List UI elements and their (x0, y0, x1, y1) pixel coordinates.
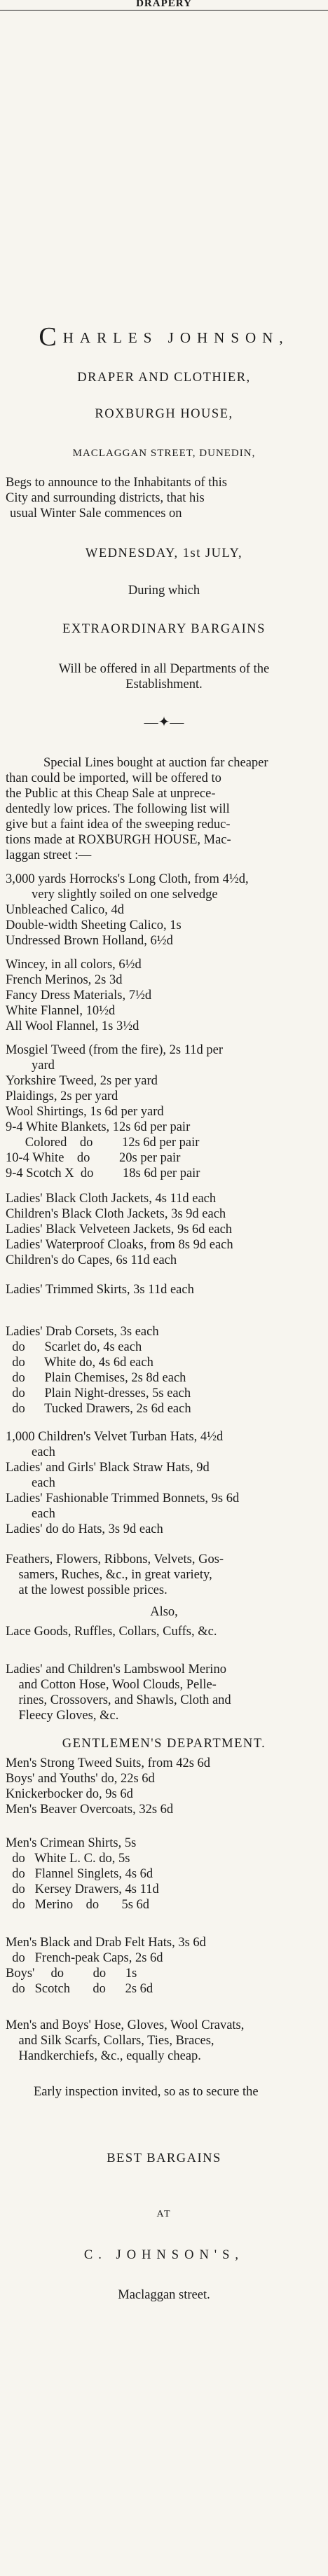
item-group-jackets: Ladies' Black Cloth Jackets, 4s 11d each Children's Black Cloth Jackets, 3s 9d each Ladies' Black Velveteen Jackets, 9s 6d each Ladies' Waterproof Cloaks, from 8s 9d each Children's do Capes, 6s 11d each (6, 1192, 233, 1267)
item-group-mens-hose: Men's and Boys' Hose, Gloves, Wool Cravats, and Silk Scarfs, Collars, Ties, Braces, Handkerchiefs, &c., equally cheap. (6, 2018, 245, 2063)
item-group-feathers: Feathers, Flowers, Ribbons, Velvets, Gos- samers, Ruches, &c., in great variety, at the lowest possible prices. (6, 1552, 224, 1597)
bargains-heading: EXTRAORDINARY BARGAINS (62, 622, 266, 636)
item-group-calico: 3,000 yards Horrocks's Long Cloth, from 4½d, very slightly soiled on one selvedge Unbleached Calico, 4d Double-width Sheeting Calico, 1s Undressed Brown Holland, 6½d (6, 872, 249, 948)
item-group-fabrics: Wincey, in all colors, 6½d French Merinos, 2s 3d Fancy Dress Materials, 7½d White Flannel, 10½d All Wool Flannel, 1s 3½d (6, 958, 152, 1033)
item-group-hose: Ladies' and Children's Lambswool Merino and Cotton Hose, Wool Clouds, Pelle- rines, Crossovers, and Shawls, Cloth and Fleecy Gloves, &c. (6, 1662, 231, 1723)
special-paragraph: Special Lines bought at auction far cheaper than could be imported, will be offered to the Public at this Cheap Sale at unprece- dentedly low prices. The following list will give but a faint idea of the sweeping reduc- tions made at ROXBURGH HOUSE, Mac- laggan street :— (6, 756, 268, 862)
closing-line: Early inspection invited, so as to secure the (34, 2085, 259, 2099)
gents-department-heading: GENTLEMEN'S DEPARTMENT. (62, 1737, 266, 1751)
best-bargains: BEST BARGAINS (107, 2151, 221, 2165)
street-line: Maclaggan street. (118, 2288, 210, 2302)
top-rule (0, 10, 328, 11)
item-group-tweeds-blankets: Mosgiel Tweed (from the fire), 2s 11d per yard Yorkshire Tweed, 2s per yard Plaidings, 2s per yard Wool Shirtings, 1s 6d per yard 9-4 White Blankets, 12s 6d per pair Colored do 12s 6d per pair 10-4 White do 20s per pair 9-4 Scotch X do 18s 6d per pair (6, 1043, 224, 1180)
item-group-felt-hats: Men's Black and Drab Felt Hats, 3s 6d do French-peak Caps, 2s 6d Boys' do do 1s do Scotch do 2s 6d (6, 1936, 206, 1996)
offered-paragraph: Will be offered in all Departments of the Establishment. (58, 662, 270, 691)
signature: C. JOHNSON'S, (83, 2248, 245, 2262)
item-group-skirts: Ladies' Trimmed Skirts, 3s 11d each (6, 1283, 194, 1297)
also-line: Also, (150, 1605, 178, 1619)
during-which: During which (128, 584, 200, 598)
item-group-shirts: Men's Crimean Shirts, 5s do White L. C. do, 5s do Flannel Singlets, 4s 6d do Kersey Drawers, 4s 11d do Merino do 5s 6d (6, 1836, 159, 1912)
shop-house: ROXBURGH HOUSE, (95, 407, 233, 421)
intro-paragraph: Begs to announce to the Inhabitants of this City and surrounding districts, that his usual Winter Sale commences on (6, 476, 227, 521)
advertiser-name: CHARLES JOHNSON, (39, 322, 289, 352)
section-heading: DRAPERY (136, 0, 192, 9)
sale-date: WEDNESDAY, 1st JULY, (85, 546, 243, 560)
shop-address: MACLAGGAN STREET, DUNEDIN, (72, 448, 256, 459)
item-group-hats: 1,000 Children's Velvet Turban Hats, 4½d each Ladies' and Girls' Black Straw Hats, 9d each Ladies' Fashionable Trimmed Bonnets, 9s 6d each Ladies' do do Hats, 3s 9d each (6, 1430, 240, 1536)
at-line: AT (156, 2209, 172, 2219)
item-group-corsets: Ladies' Drab Corsets, 3s each do Scarlet do, 4s each do White do, 4s 6d each do Plain Chemises, 2s 8d each do Plain Night-dresses, 5s each do Tucked Drawers, 2s 6d each (6, 1325, 191, 1416)
item-group-lace: Lace Goods, Ruffles, Collars, Cuffs, &c. (6, 1625, 217, 1639)
ornament-divider: —✦— (144, 715, 184, 730)
item-group-suits: Men's Strong Tweed Suits, from 42s 6d Boys' and Youths' do, 22s 6d Knickerbocker do, 9s 6d Men's Beaver Overcoats, 32s 6d (6, 1756, 211, 1817)
advertiser-subtitle: DRAPER AND CLOTHIER, (77, 371, 251, 385)
